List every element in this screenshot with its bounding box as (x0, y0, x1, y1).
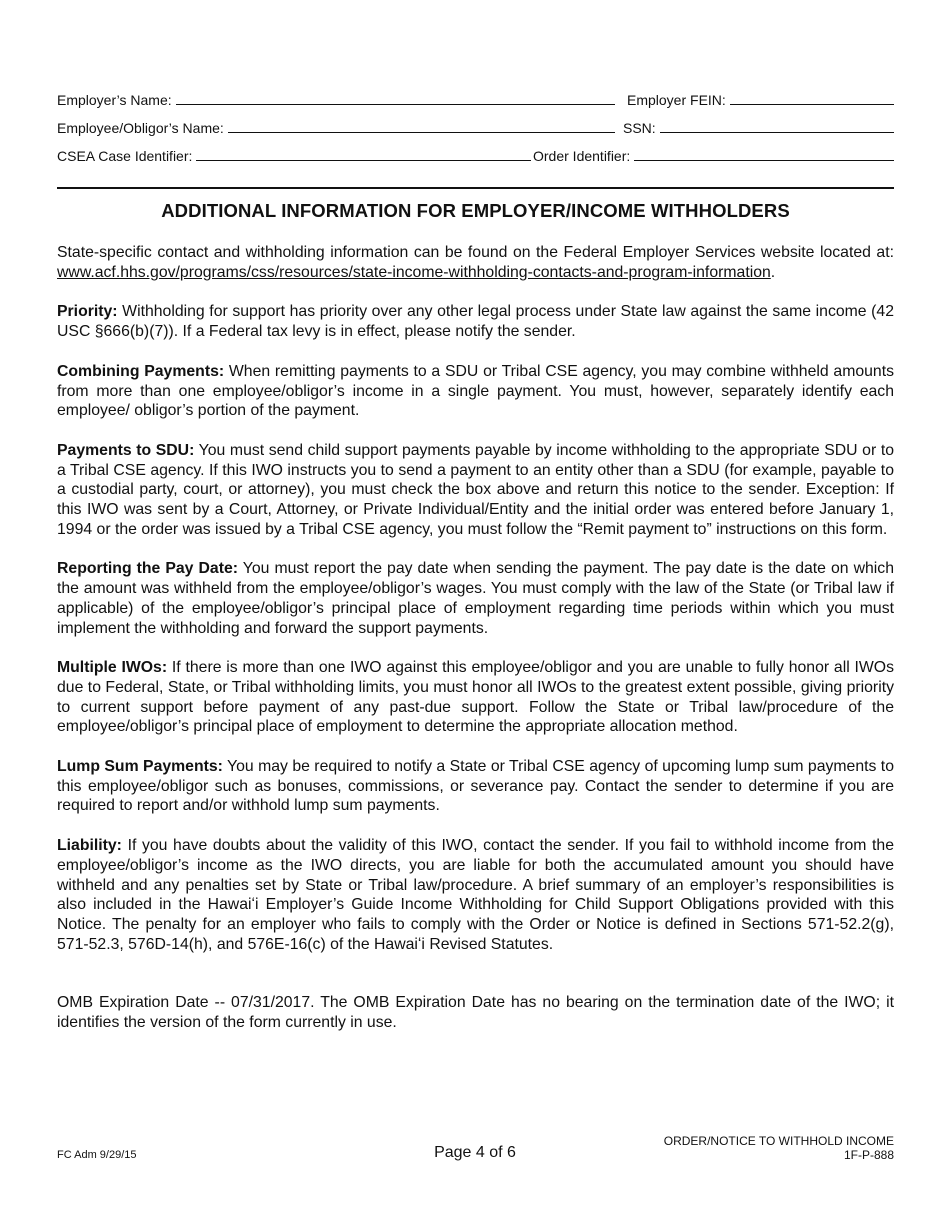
employer-name-label: Employer’s Name: (57, 92, 172, 108)
csea-case-label: CSEA Case Identifier: (57, 148, 193, 164)
lumpsum-paragraph (57, 757, 894, 816)
paydate-paragraph (57, 559, 894, 638)
header-divider (57, 187, 894, 189)
employer-name-line[interactable] (176, 104, 615, 105)
header-row-employee (57, 118, 894, 138)
document-body (57, 243, 894, 1053)
employee-name-field[interactable] (57, 118, 615, 136)
order-identifier-field[interactable] (533, 146, 894, 164)
multiple-heading: Multiple IWOs: (57, 659, 168, 677)
header-row-case (57, 146, 894, 166)
lumpsum-text: You may be required to notify a State or Tribal CSE agency of upcoming lump sum payments to this employee/obligor such as bonuses, commissions, or severance pay. Contact the sender to determine if you are required to report and/or withhold lump sum payments. (57, 758, 894, 815)
header-row-employer (57, 90, 894, 110)
paydate-text: You must report the pay date when sending the payment. The pay date is the date on which the amount was withheld from the employee/obligor’s wages. You must comply with the law of the State (or Tribal law if applicable) of the employee/obligor’s principal place of employment regarding time periods within which you must implement the withholding and forward the support payments. (57, 560, 894, 637)
order-identifier-line[interactable] (634, 160, 894, 161)
employer-fein-label: Employer FEIN: (627, 92, 726, 108)
sdu-heading: Payments to SDU: (57, 441, 195, 459)
ssn-label: SSN: (623, 120, 656, 136)
combining-heading: Combining Payments: (57, 362, 225, 380)
csea-case-line[interactable] (196, 160, 531, 161)
footer-form-info (664, 1134, 894, 1162)
form-number: 1F-P-888 (843, 1148, 894, 1162)
priority-paragraph (57, 302, 894, 341)
page-title: ADDITIONAL INFORMATION FOR EMPLOYER/INCOME WITHHOLDERS (161, 200, 790, 221)
form-title: ORDER/NOTICE TO WITHHOLD INCOME (663, 1134, 894, 1148)
sdu-text: You must send child support payments payable by income withholding to the appropriate SDU or to a Tribal CSE agency. If this IWO instructs you to send a payment to an entity other than a SDU (for example, payable to a custodial party, court, or attorney), you must check the box above and return this notice to the sender. Exception: If this IWO was sent by a Court, Attorney, or Private Individual/Entity and the initial order was entered before January 1, 1994 or the order was issued by a Tribal CSE agency, you must follow the “Remit payment to” instructions on this form. (57, 441, 895, 538)
multiple-paragraph (57, 658, 894, 737)
ssn-line[interactable] (660, 132, 894, 133)
employee-name-line[interactable] (228, 132, 615, 133)
intro-paragraph (57, 243, 894, 282)
ssn-field[interactable] (623, 118, 894, 136)
employer-name-field[interactable] (57, 90, 615, 108)
intro-end: . (770, 263, 776, 281)
employer-fein-line[interactable] (730, 104, 894, 105)
paydate-heading: Reporting the Pay Date: (57, 560, 239, 578)
priority-heading: Priority: (57, 303, 118, 321)
combining-paragraph (57, 362, 894, 421)
multiple-text: If there is more than one IWO against this employee/obligor and you are unable to fully honor all IWOs due to Federal, State, or Tribal withholding limits, you must honor all IWOs to the greatest extent possible, giving priority to current support before payment of any past-due support. Follow the State or Tribal law/procedure of the employee/obligor’s principal place of employment to determine the appropriate allocation method. (57, 659, 894, 736)
employee-name-label: Employee/Obligor’s Name: (57, 120, 224, 136)
sdu-paragraph (57, 441, 894, 540)
order-identifier-label: Order Identifier: (533, 148, 631, 164)
combining-text: When remitting payments to a SDU or Tribal CSE agency, you may combine withheld amounts from more than one employee/obligor’s income in a single payment. You must, however, separately identify each employee/ obligor’s portion of the payment. (57, 362, 894, 420)
state-contacts-link[interactable]: www.acf.hhs.gov/programs/css/resources/state-income-withholding-contacts-and-program-information (57, 263, 771, 281)
intro-text: State-specific contact and withholding information can be found on the Federal Employer Services website located at: (57, 244, 894, 261)
employer-fein-field[interactable] (627, 90, 894, 108)
csea-case-field[interactable] (57, 146, 531, 164)
liability-heading: Liability: (57, 837, 122, 855)
omb-paragraph: OMB Expiration Date -- 07/31/2017. The OMB Expiration Date has no bearing on the termination date of the IWO; it identifies the version of the form currently in use. (57, 994, 894, 1032)
page-number: Page 4 of 6 (434, 1144, 516, 1161)
lumpsum-heading: Lump Sum Payments: (57, 758, 223, 776)
footer-revision: FC Adm 9/29/15 (57, 1149, 137, 1161)
priority-text: Withholding for support has priority over any other legal process under State law against the same income (42 USC §666(b)(7)). If a Federal tax levy is in effect, please notify the sender. (57, 303, 894, 341)
liability-paragraph (57, 836, 894, 954)
liability-text: If you have doubts about the validity of this IWO, contact the sender. If you fail to withhold income from the employee/obligor’s income as the IWO directs, you are liable for both the accumulated amount you should have withheld and any penalties set by State or Tribal law/procedure. A brief summary of an employer’s responsibilities is also included in the Hawaiʻi Employer’s Guide Income Withholding for Child Support Obligations provided with this Notice. The penalty for an employer who fails to comply with the Order or Notice is defined in Sections 571-52.2(g), 571-52.3, 576D-14(h), and 576E-16(c) of the Hawaiʻi Revised Statutes. (57, 837, 894, 953)
